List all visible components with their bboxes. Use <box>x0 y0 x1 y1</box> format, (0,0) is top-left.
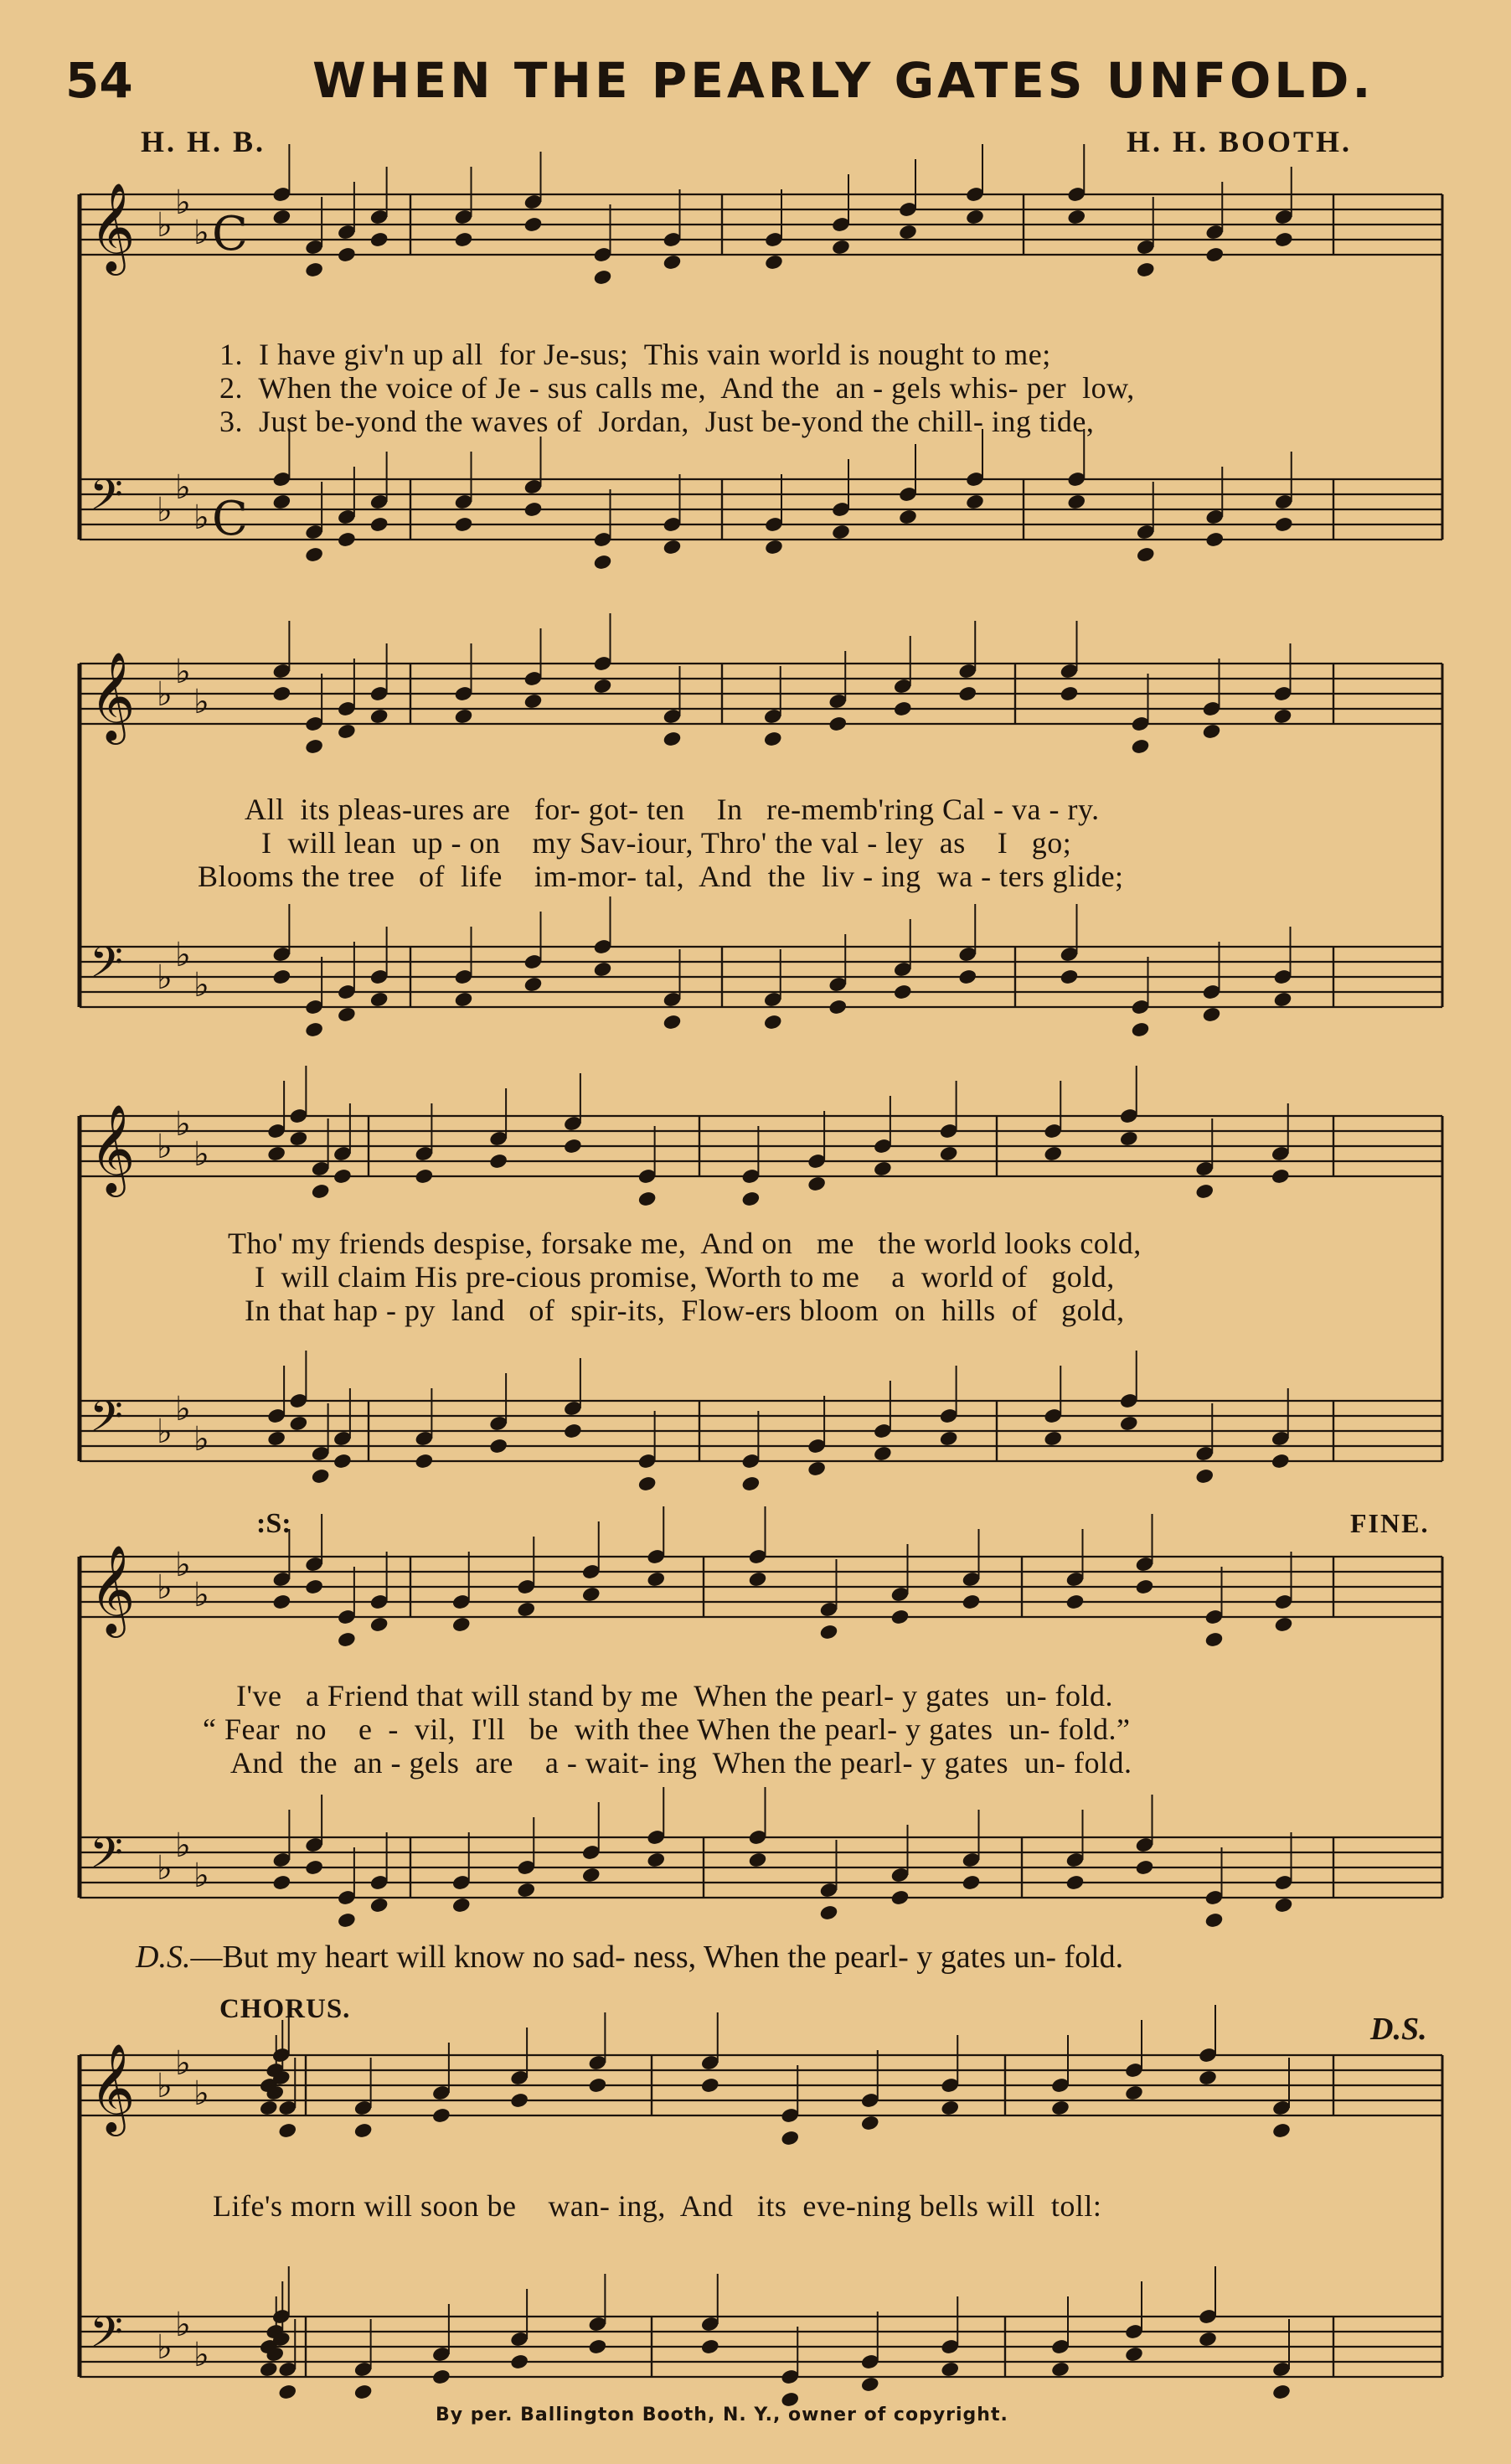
note-head <box>454 516 474 534</box>
note-head <box>828 715 848 733</box>
note-head <box>593 678 613 695</box>
note-head <box>940 2100 960 2117</box>
note-head <box>828 999 848 1016</box>
note-head <box>748 1852 768 1869</box>
note-head <box>763 731 783 748</box>
note-head <box>807 1460 827 1478</box>
bass-clef-icon: 𝄢 <box>90 937 123 998</box>
note-head <box>488 1438 508 1455</box>
note-head <box>523 501 544 519</box>
note-head <box>646 1852 666 1869</box>
note-head <box>1273 991 1293 1009</box>
flat-icon: ♭ <box>157 1128 173 1166</box>
lyric-line: I've a Friend that will stand by me When the pearl- y gates un- fold. <box>236 1679 1114 1712</box>
note-head <box>663 254 683 271</box>
note-head <box>1050 2100 1070 2117</box>
note-head <box>1271 2384 1292 2401</box>
note-head <box>965 209 985 226</box>
flat-icon: ♭ <box>175 2306 191 2344</box>
flat-icon: ♭ <box>193 498 209 537</box>
common-time-icon: C <box>212 492 248 546</box>
note-head <box>1060 685 1080 703</box>
flat-icon: ♭ <box>175 1105 191 1144</box>
note-head <box>593 269 613 287</box>
note-head <box>740 1191 761 1208</box>
note-head <box>1131 1021 1151 1039</box>
note-head <box>962 1594 982 1611</box>
flat-icon: ♭ <box>193 2336 209 2374</box>
treble-clef-icon: 𝄞 <box>90 2043 136 2132</box>
note-head <box>1202 723 1222 741</box>
note-head <box>266 1430 286 1448</box>
note-head <box>311 1468 331 1485</box>
note-head <box>637 1475 658 1493</box>
note-head <box>259 2361 279 2379</box>
note-head <box>304 738 324 756</box>
note-head <box>353 2384 374 2401</box>
hymn-title: WHEN THE PEARLY GATES UNFOLD. <box>312 52 1374 109</box>
note-head <box>819 1904 839 1922</box>
treble-clef-icon: 𝄞 <box>90 651 136 741</box>
note-head <box>1131 738 1151 756</box>
note-head <box>369 231 389 249</box>
page-number: 54 <box>65 52 133 109</box>
note-head <box>333 1168 353 1186</box>
lyric-line: All its pleas-ures are for- got- ten In re-memb'ring Cal - va - ry. <box>245 793 1100 826</box>
note-head <box>1271 2122 1292 2140</box>
treble-clef-icon: 𝄞 <box>90 1103 136 1193</box>
flat-icon: ♭ <box>193 2074 209 2113</box>
note-head <box>509 2092 529 2110</box>
note-head <box>259 2100 279 2117</box>
ds-mark: D.S. <box>1370 2012 1427 2047</box>
note-head <box>1202 1006 1222 1024</box>
note-head <box>1043 1145 1063 1163</box>
note-head <box>311 1183 331 1201</box>
note-head <box>369 991 389 1009</box>
note-head <box>1194 1468 1214 1485</box>
note-head <box>780 2130 800 2147</box>
note-head <box>1119 1130 1139 1148</box>
lyric-line: I will claim His pre-cious promise, Worth to me a world of gold, <box>255 1260 1115 1294</box>
note-head <box>414 1168 434 1186</box>
note-head <box>1271 1168 1291 1186</box>
words-credit: H. H. B. <box>141 125 266 158</box>
flat-icon: ♭ <box>175 1546 191 1584</box>
note-head <box>860 2115 880 2132</box>
note-head <box>1271 1453 1291 1470</box>
note-head <box>431 2368 451 2386</box>
note-head <box>451 1897 472 1914</box>
note-head <box>663 1014 683 1031</box>
note-head <box>523 976 544 994</box>
note-head <box>277 2384 297 2401</box>
flat-icon: ♭ <box>157 206 173 245</box>
lyric-line: I will lean up - on my Sav-iour, Thro' the val - ley as I go; <box>261 826 1072 860</box>
note-head <box>1135 1578 1155 1596</box>
note-head <box>1050 2361 1070 2379</box>
note-head <box>1124 2346 1144 2363</box>
flat-icon: ♭ <box>157 2067 173 2105</box>
flat-icon: ♭ <box>193 1420 209 1459</box>
note-head <box>563 1423 583 1440</box>
note-head <box>581 1867 601 1884</box>
note-head <box>764 254 784 271</box>
note-head <box>939 1430 959 1448</box>
flat-icon: ♭ <box>175 936 191 974</box>
note-head <box>337 531 357 549</box>
note-head <box>893 984 913 1001</box>
note-head <box>516 1882 536 1899</box>
note-head <box>271 493 291 511</box>
flat-icon: ♭ <box>193 1576 209 1614</box>
note-head <box>1136 261 1156 279</box>
note-head <box>516 1601 536 1619</box>
note-head <box>488 1153 508 1170</box>
ds-lyric <box>136 1939 1123 1976</box>
note-head <box>1135 1859 1155 1877</box>
ds-label: D.S. <box>136 1940 191 1975</box>
note-head <box>764 539 784 556</box>
note-head <box>807 1175 827 1193</box>
flat-icon: ♭ <box>157 491 173 529</box>
note-head <box>288 1130 308 1148</box>
note-head <box>1273 708 1293 726</box>
note-head <box>288 1415 308 1433</box>
flat-icon: ♭ <box>175 183 191 222</box>
note-head <box>304 261 324 279</box>
note-head <box>1065 1594 1086 1611</box>
note-head <box>740 1475 761 1493</box>
note-head <box>637 1191 658 1208</box>
note-head <box>873 1160 893 1178</box>
note-head <box>563 1138 583 1155</box>
note-head <box>304 546 324 564</box>
flat-icon: ♭ <box>157 1568 173 1607</box>
note-head <box>523 216 544 234</box>
note-head <box>304 1859 324 1877</box>
note-head <box>1198 2331 1218 2348</box>
copyright-footer: By per. Ballington Booth, N. Y., owner of copyright. <box>436 2405 1008 2425</box>
note-head <box>965 493 985 511</box>
note-head <box>1274 1897 1294 1914</box>
note-head <box>890 1609 910 1626</box>
flat-icon: ♭ <box>193 214 209 252</box>
flat-icon: ♭ <box>157 2328 173 2367</box>
note-head <box>266 1145 286 1163</box>
note-head <box>663 539 683 556</box>
note-head <box>700 2338 720 2356</box>
note-head <box>431 2107 451 2125</box>
note-head <box>1066 209 1086 226</box>
note-head <box>819 1624 839 1641</box>
note-head <box>304 1578 324 1596</box>
note-head <box>271 1594 291 1611</box>
note-head <box>939 1145 959 1163</box>
note-head <box>277 2122 297 2140</box>
note-head <box>763 1014 783 1031</box>
flat-icon: ♭ <box>193 1857 209 1895</box>
note-head <box>940 2361 960 2379</box>
note-head <box>353 2122 374 2140</box>
note-head <box>1204 1912 1225 1929</box>
note-head <box>509 2353 529 2371</box>
flat-icon: ♭ <box>157 675 173 714</box>
flat-icon: ♭ <box>175 653 191 691</box>
note-head <box>1204 1631 1225 1649</box>
note-head <box>333 1453 353 1470</box>
note-head <box>587 2338 607 2356</box>
lyric-line: Life's morn will soon be wan- ing, And its eve-ning bells will toll: <box>213 2189 1102 2223</box>
note-head <box>523 693 544 710</box>
note-head <box>271 969 291 986</box>
note-head <box>957 969 977 986</box>
lyric-line: 1. I have giv'n up all for Je-sus; This vain world is nought to me; <box>219 338 1051 371</box>
flat-icon: ♭ <box>175 1390 191 1428</box>
note-head <box>1065 1874 1086 1892</box>
bass-clef-icon: 𝄢 <box>90 469 123 530</box>
note-head <box>1119 1415 1139 1433</box>
lyric-line: “ Fear no e - vil, I'll be with thee When the pearl- y gates un- fold.” <box>203 1712 1131 1746</box>
ds-lyric-text: —But my heart will know no sad- ness, When the pearl- y gates un- fold. <box>190 1940 1124 1975</box>
note-head <box>1043 1430 1063 1448</box>
flat-icon: ♭ <box>193 683 209 721</box>
note-head <box>860 2376 880 2394</box>
note-head <box>369 1616 389 1634</box>
note-head <box>893 700 913 718</box>
note-head <box>1274 516 1294 534</box>
note-head <box>593 961 613 979</box>
note-head <box>581 1586 601 1604</box>
note-head <box>337 1631 357 1649</box>
lyric-line: 3. Just be-yond the waves of Jordan, Just be-yond the chill- ing tide, <box>219 405 1095 438</box>
note-head <box>454 231 474 249</box>
note-head <box>1204 531 1225 549</box>
flat-icon: ♭ <box>175 1826 191 1865</box>
treble-clef-icon: 𝄞 <box>90 182 136 271</box>
note-head <box>271 1874 291 1892</box>
note-head <box>1204 246 1225 264</box>
note-head <box>898 224 918 241</box>
note-head <box>337 246 357 264</box>
note-head <box>663 731 683 748</box>
note-head <box>700 2077 720 2095</box>
note-head <box>1066 493 1086 511</box>
flat-icon: ♭ <box>157 1413 173 1451</box>
note-head <box>369 708 389 726</box>
note-head <box>337 1006 357 1024</box>
note-head <box>1194 1183 1214 1201</box>
bass-clef-icon: 𝄢 <box>90 2306 123 2368</box>
fine-mark: FINE. <box>1350 1508 1430 1538</box>
note-head <box>1274 231 1294 249</box>
note-head <box>593 554 613 571</box>
lyric-line: Blooms the tree of life im-mor- tal, And the liv - ing wa - ters glide; <box>198 860 1124 893</box>
note-head <box>369 1897 389 1914</box>
lyric-line: Tho' my friends despise, forsake me, And on me the world looks cold, <box>228 1227 1142 1260</box>
note-head <box>890 1889 910 1907</box>
music-credit: H. H. BOOTH. <box>1127 125 1353 158</box>
note-head <box>957 685 977 703</box>
note-head <box>414 1453 434 1470</box>
note-head <box>369 516 389 534</box>
note-head <box>898 509 918 526</box>
bass-clef-icon: 𝄢 <box>90 1391 123 1452</box>
note-head <box>454 708 474 726</box>
note-head <box>271 209 291 226</box>
note-head <box>1124 2084 1144 2102</box>
note-head <box>748 1571 768 1588</box>
note-head <box>1274 1616 1294 1634</box>
note-head <box>271 685 291 703</box>
note-head <box>451 1616 472 1634</box>
lyric-line: 2. When the voice of Je - sus calls me, And the an - gels whis- per low, <box>219 371 1135 405</box>
note-head <box>831 524 851 541</box>
note-head <box>646 1571 666 1588</box>
note-head <box>337 723 357 741</box>
flat-icon: ♭ <box>157 958 173 997</box>
chorus-label: CHORUS. <box>219 1994 351 2024</box>
note-head <box>337 1912 357 1929</box>
note-head <box>454 991 474 1009</box>
lyric-line: In that hap - py land of spir-its, Flow-ers bloom on hills of gold, <box>245 1294 1125 1327</box>
flat-icon: ♭ <box>193 1135 209 1174</box>
note-head <box>1136 546 1156 564</box>
note-head <box>587 2077 607 2095</box>
note-head <box>873 1445 893 1463</box>
bass-clef-icon: 𝄢 <box>90 1827 123 1888</box>
flat-icon: ♭ <box>157 1849 173 1888</box>
flat-icon: ♭ <box>175 468 191 507</box>
note-head <box>304 1021 324 1039</box>
flat-icon: ♭ <box>175 2044 191 2083</box>
common-time-icon: C <box>212 207 248 261</box>
flat-icon: ♭ <box>193 966 209 1005</box>
note-head <box>1198 2069 1218 2087</box>
note-head <box>962 1874 982 1892</box>
lyric-line: And the an - gels are a - wait- ing When the pearl- y gates un- fold. <box>230 1746 1132 1780</box>
note-head <box>831 239 851 256</box>
segno-mark: :S: <box>256 1508 291 1539</box>
treble-clef-icon: 𝄞 <box>90 1544 136 1634</box>
note-head <box>1060 969 1080 986</box>
